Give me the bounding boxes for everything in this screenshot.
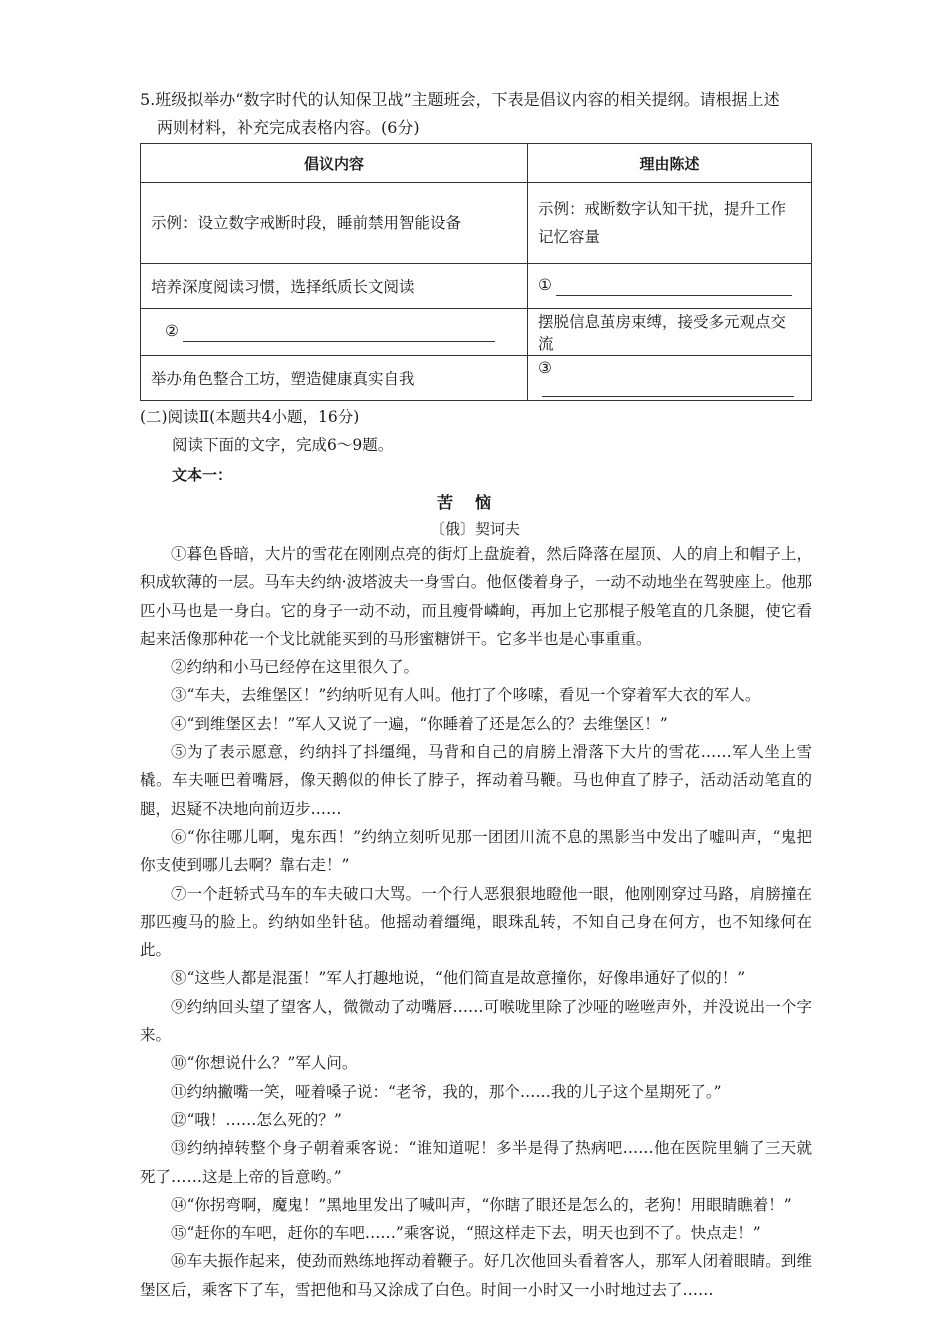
table-row [141, 264, 812, 309]
story-author: 〔俄〕契诃夫 [429, 520, 520, 538]
paragraph: ⑧“这些人都是混蛋！”军人打趣地说，“他们简直是故意撞你，好像串通好了似的！” [171, 969, 746, 988]
reason-cell [528, 264, 812, 309]
proposal-table [140, 143, 812, 401]
table-row [141, 356, 812, 401]
reason-cell: 摆脱信息茧房束缚，接受多元观点交流 [528, 309, 812, 356]
proposal-cell: 示例：设立数字戒断时段，睡前禁用智能设备 [141, 183, 528, 264]
question-5-line-2: 两则材料，补充完成表格内容。(6分) [157, 118, 420, 137]
paragraph: ①暮色昏暗，大片的雪花在刚刚点亮的街灯上盘旋着，然后降落在屋顶、人的肩上和帽子上，积成软薄的一层。马车夫约纳·波塔波夫一身雪白。他伛偻着身子，一动不动地坐在驾驶座上。他那匹小马也是一身白。它的身子一动不动，而且瘦骨嶙峋，再加上它那棍子般笔直的几条腿，使它看起来活像那种花一个戈比就能买到的马形蜜糖饼干。它多半也是心事重重。 [140, 545, 812, 648]
paragraph: ④“到维堡区去！”军人又说了一遍，“你睡着了还是怎么的？去维堡区！” [171, 714, 668, 733]
reading-instruction: 阅读下面的文字，完成6～9题。 [172, 436, 394, 454]
paragraph: ⑭“你拐弯啊，魔鬼！”黑地里发出了喊叫声，“你瞎了眼还是怎么的，老狗！用眼睛瞧着！” [171, 1195, 792, 1214]
header-reason: 理由陈述 [528, 144, 812, 183]
blank-marker: ② [165, 322, 179, 341]
section-heading: (二)阅读Ⅱ(本题共4小题，16分) [140, 408, 360, 426]
paragraph: ③“车夫，去维堡区！”约纳听见有人叫。他打了个哆嗦，看见一个穿着军大衣的军人。 [171, 686, 761, 705]
story-title: 苦恼 [436, 493, 513, 512]
paragraph: ⑪约纳撇嘴一笑，哑着嗓子说：“老爷，我的，那个……我的儿子这个星期死了。” [171, 1082, 722, 1101]
blank-marker: ③ [538, 359, 552, 378]
paragraph: ⑤为了表示愿意，约纳抖了抖缰绳，马背和自己的肩膀上滑落下大片的雪花……军人坐上雪橇。车夫咂巴着嘴唇，像天鹅似的伸长了脖子，挥动着马鞭。马也伸直了脖子，活动活动笔直的腿，迟疑不决地向前迈步…… [140, 743, 812, 818]
proposal-cell: 举办角色整合工坊，塑造健康真实自我 [141, 356, 528, 401]
table-row [141, 183, 812, 264]
proposal-cell: 培养深度阅读习惯，选择纸质长文阅读 [141, 264, 528, 309]
answer-blank-2[interactable] [183, 323, 495, 342]
blank-marker: ① [538, 276, 552, 295]
paragraph: ②约纳和小马已经停在这里很久了。 [171, 658, 420, 677]
story-body [140, 540, 812, 1304]
paragraph: ⑮“赶你的车吧，赶你的车吧……”乘客说，“照这样走下去，明天也到不了。快点走！” [171, 1224, 761, 1243]
question-5 [140, 86, 820, 142]
proposal-cell [141, 309, 528, 356]
paragraph: ⑯车夫振作起来，使劲而熟练地挥动着鞭子。好几次他回头看着客人，那军人闭着眼睛。到维堡区后，乘客下了车，雪把他和马又涂成了白色。时间一小时又一小时地过去了…… [140, 1252, 812, 1299]
paragraph: ⑩“你想说什么？”军人问。 [171, 1054, 358, 1073]
reason-cell: 示例：戒断数字认知干扰，提升工作记忆容量 [528, 183, 812, 264]
table-row [141, 309, 812, 356]
answer-blank-3[interactable] [542, 378, 794, 397]
question-5-line-1: 5.班级拟举办“数字时代的认知保卫战”主题班会，下表是倡议内容的相关提纲。请根据上述 [140, 90, 780, 109]
paragraph: ⑨约纳回头望了望客人，微微动了动嘴唇……可喉咙里除了沙哑的咝咝声外，并没说出一个字来。 [140, 997, 812, 1045]
reason-cell [528, 356, 812, 401]
table-header-row [141, 144, 812, 183]
paragraph: ⑥“你往哪儿啊，鬼东西！”约纳立刻听见那一团团川流不息的黑影当中发出了嘘叫声，“鬼把你支使到哪儿去啊？靠右走！” [140, 827, 812, 875]
answer-blank-1[interactable] [556, 277, 792, 296]
text-label: 文本一： [172, 466, 233, 484]
header-proposal: 倡议内容 [141, 144, 528, 183]
paragraph: ⑦一个赶轿式马车的车夫破口大骂。一个行人恶狠狠地瞪他一眼，他刚刚穿过马路，肩膀撞在那匹瘦马的脸上。约纳如坐针毡。他摇动着缰绳，眼珠乱转，不知自己身在何方，也不知缘何在此。 [140, 884, 812, 960]
paragraph: ⑬约纳掉转整个身子朝着乘客说：“谁知道呢！多半是得了热病吧……他在医院里躺了三天就死了……这是上帝的旨意哟。” [140, 1139, 812, 1186]
paragraph: ⑫“哦！……怎么死的？” [171, 1110, 342, 1129]
